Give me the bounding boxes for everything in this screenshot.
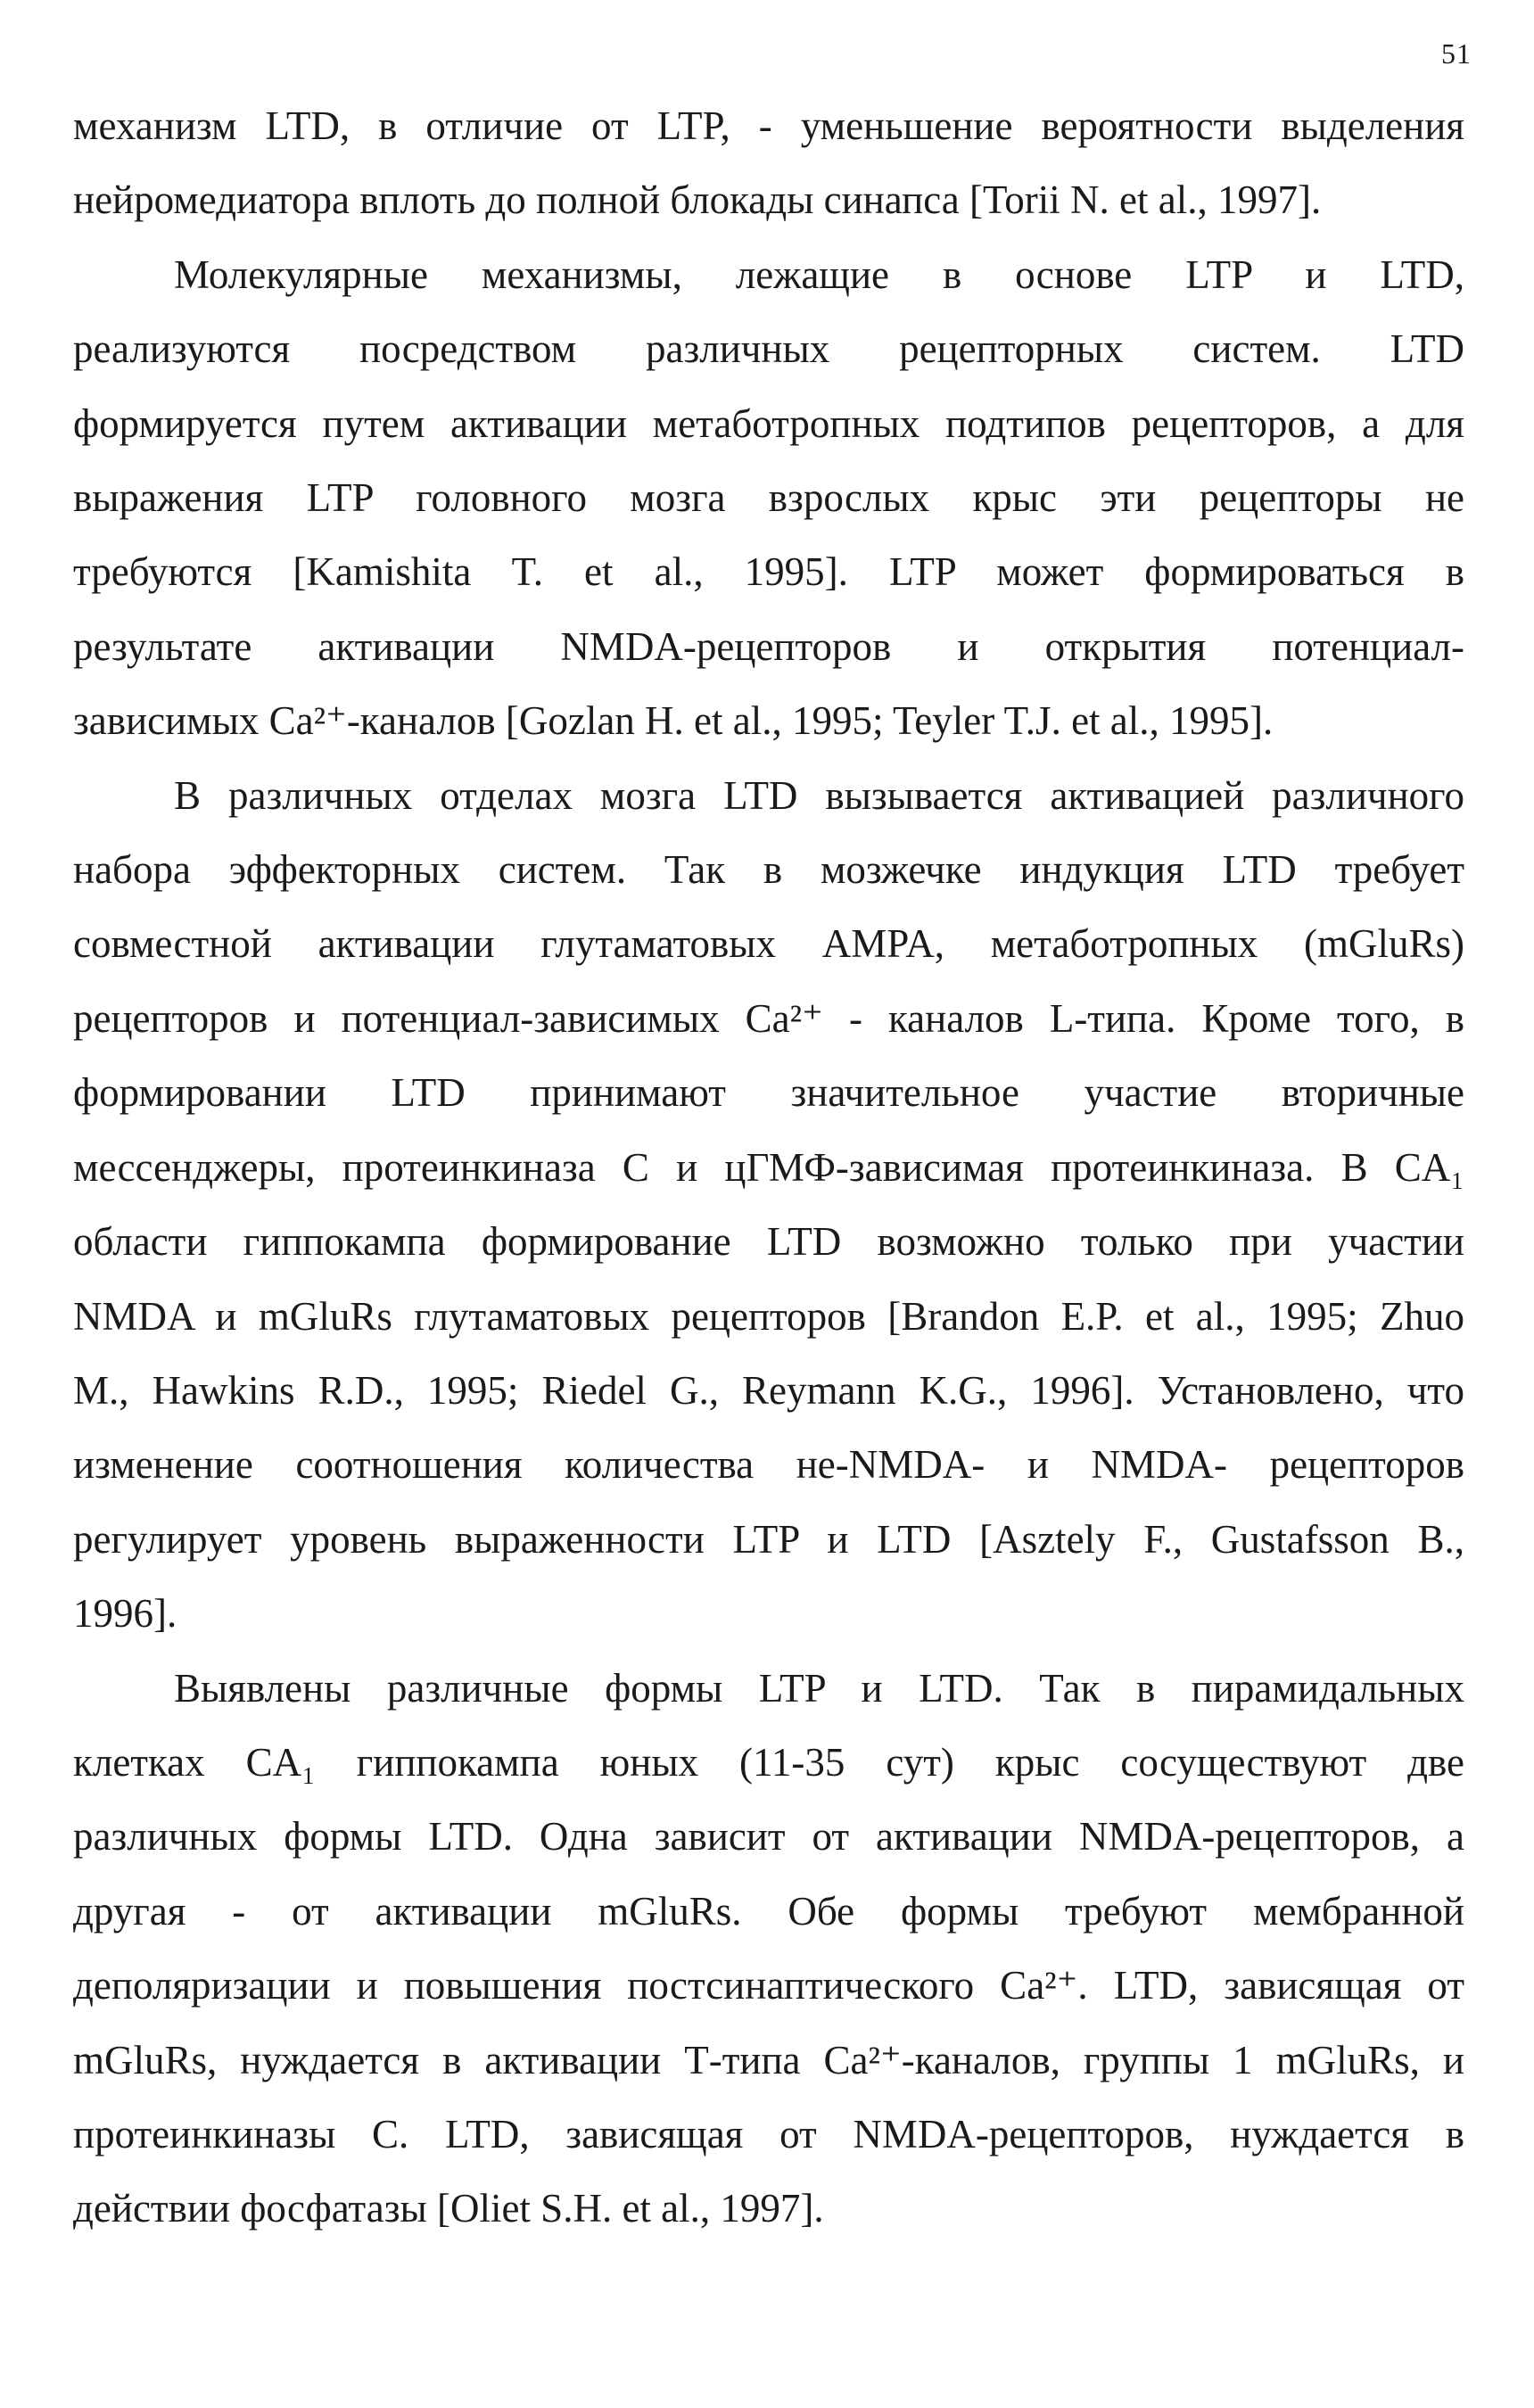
text-line: реализуются посредством различных рецепторных систем. LTD	[73, 326, 1464, 372]
text-line: клетках CA₁ гиппокампа юных (11-35 сут) крыс сосуществуют две	[73, 1739, 1464, 1785]
text-line: регулирует уровень выраженности LTP и LTD [Asztely F., Gustafsson B.,	[73, 1516, 1464, 1562]
text-line: результате активации NMDA-рецепторов и открытия потенциал-	[73, 623, 1464, 669]
text-line: Молекулярные механизмы, лежащие в основе LTP и LTD,	[174, 252, 1464, 297]
text-line: различных формы LTD. Одна зависит от активации NMDA-рецепторов, а	[73, 1814, 1464, 1860]
text-line: NMDA и mGluRs глутаматовых рецепторов [Brandon E.P. et al., 1995; Zhuo	[73, 1293, 1464, 1339]
paragraph-4	[73, 1652, 1464, 2247]
paragraph-1	[73, 89, 1464, 238]
text-line: M., Hawkins R.D., 1995; Riedel G., Reymann K.G., 1996]. Установлено, что	[73, 1367, 1464, 1413]
text-line: изменение соотношения количества не-NMDA- и NMDA- рецепторов	[73, 1442, 1464, 1488]
text-line: протеинкиназы С. LTD, зависящая от NMDA-рецепторов, нуждается в	[73, 2111, 1464, 2156]
text-line: области гиппокампа формирование LTD возможно только при участии	[73, 1219, 1464, 1265]
text-line: нейромедиатора вплоть до полной блокады синапса [Torii N. et al., 1997].	[73, 177, 1322, 223]
text-line: В различных отделах мозга LTD вызывается активацией различного	[174, 772, 1464, 818]
paragraph-2	[73, 238, 1464, 759]
text-line: зависимых Ca²⁺-каналов [Gozlan H. et al., 1995; Teyler T.J. et al., 1995].	[73, 698, 1274, 744]
text-line: деполяризации и повышения постсинаптического Ca²⁺. LTD, зависящая от	[73, 1963, 1464, 2008]
text-line: другая - от активации mGluRs. Обе формы требуют мембранной	[73, 1888, 1464, 1934]
text-line: механизм LTD, в отличие от LTP, - уменьшение вероятности выделения	[73, 103, 1464, 148]
text-line: Выявлены различные формы LTP и LTD. Так в пирамидальных	[174, 1665, 1464, 1711]
body-text	[73, 89, 1464, 2247]
page-number: 51	[1441, 37, 1472, 70]
text-line: совместной активации глутаматовых AMPA, метаботропных (mGluRs)	[73, 921, 1464, 967]
text-line: мессенджеры, протеинкиназа С и цГМФ-зависимая протеинкиназа. В CA₁	[73, 1144, 1464, 1190]
text-line: требуются [Kamishita T. et al., 1995]. LTP может формироваться в	[73, 549, 1464, 595]
text-line: формируется путем активации метаботропных подтипов рецепторов, а для	[73, 400, 1464, 446]
paragraph-3	[73, 759, 1464, 1652]
text-line: действии фосфатазы [Oliet S.H. et al., 1997].	[73, 2186, 824, 2231]
text-line: mGluRs, нуждается в активации Т-типа Ca²⁺-каналов, группы 1 mGluRs, и	[73, 2037, 1464, 2082]
text-line: набора эффекторных систем. Так в мозжечке индукция LTD требует	[73, 847, 1464, 893]
text-line: выражения LTP головного мозга взрослых крыс эти рецепторы не	[73, 475, 1464, 521]
text-line: рецепторов и потенциал-зависимых Ca²⁺ - каналов L-типа. Кроме того, в	[73, 995, 1464, 1041]
text-line: 1996].	[73, 1591, 177, 1637]
text-line: формировании LTD принимают значительное участие вторичные	[73, 1070, 1464, 1116]
